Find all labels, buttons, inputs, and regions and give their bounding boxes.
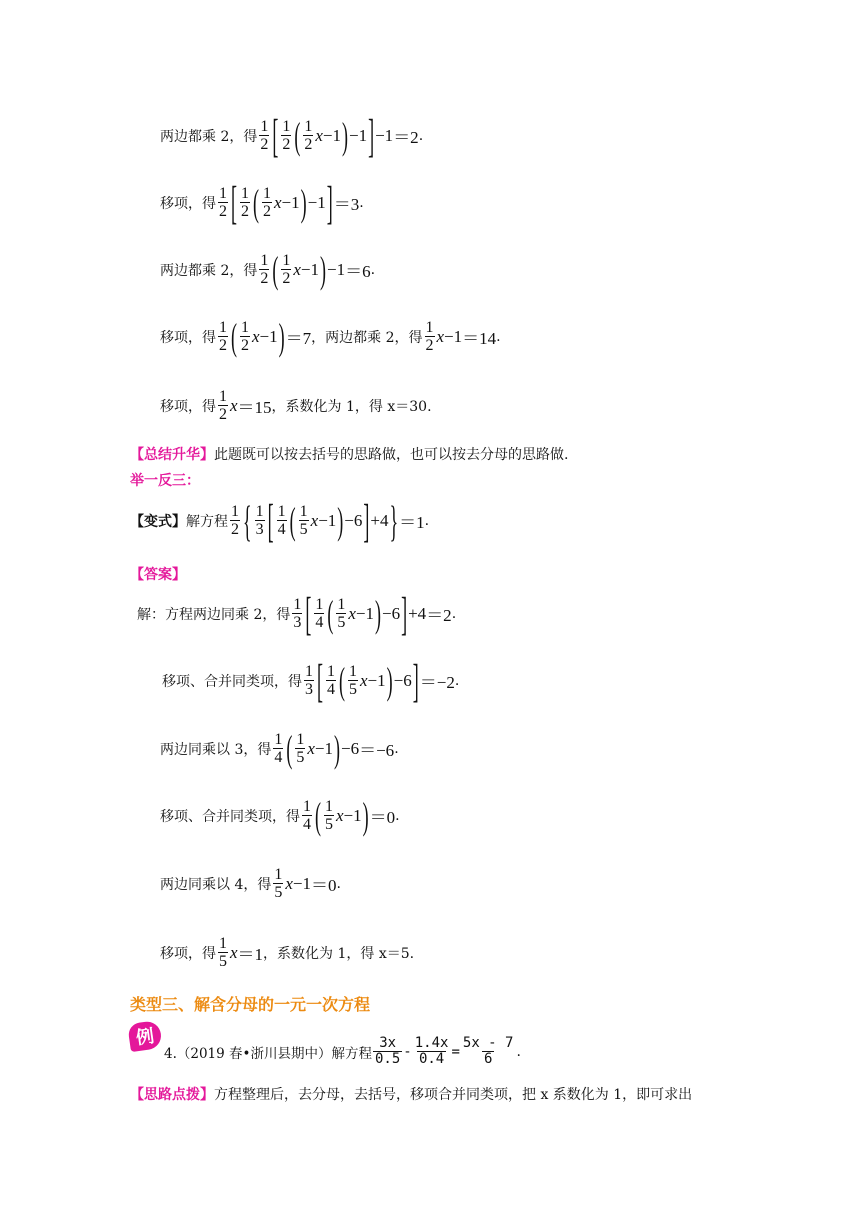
section-3-title: 类型三、解含分母的一元一次方程	[130, 995, 371, 1014]
step-text-mid: ，两边都乘 2，得	[311, 329, 423, 346]
step-line-1: 两边都乘 2，得 $\frac{1}{2}$ [ $\frac{1}{2}$ ( $\frac{1}{2}$ x −1 ) −1 ] −1 ＝2 .	[160, 109, 424, 162]
step-line-3: 两边都乘 2，得 $\frac{1}{2}$ ( $\frac{1}{2}$ x −1 ) −1 ＝6 .	[160, 248, 376, 291]
equation: $\frac{1}{2}$ { $\frac{1}{3}$ [ $\frac{1}{4}$ ( $\frac{1}{5}$ x −1 ) −6 ] +4 } ＝1	[231, 494, 425, 547]
variant-text: 解方程	[186, 513, 228, 530]
equation: $\frac{1}{2}$ [ $\frac{1}{2}$ ( $\frac{1}{2}$ x −1 ) −1 ] ＝3	[219, 176, 360, 229]
step-text: 移项，得	[160, 195, 216, 212]
variant-line: 【变式】 解方程 $\frac{1}{2}$ { $\frac{1}{3}$ [ $\frac{1}{4}$ ( $\frac{1}{5}$ x −1 ) −6 ] +4 } ＝1 .	[130, 494, 430, 547]
step-line-2: 移项，得 $\frac{1}{2}$ [ $\frac{1}{2}$ ( $\frac{1}{2}$ x −1 ) −1 ] ＝3 .	[160, 176, 364, 229]
answer-step-5: 两边同乘以 4，得 $\frac{1}{5}$ x −1 ＝0 .	[160, 866, 341, 901]
equation: $\frac{1}{5}$ x ＝1	[219, 935, 264, 970]
example-source: 4.（2019 春•浙川县期中）解方程	[164, 1045, 372, 1062]
summary-text: 此题既可以按去括号的思路做，也可以按去分母的思路做.	[214, 447, 569, 463]
hint-label: 【思路点拨】	[130, 1087, 214, 1103]
equation: $\frac{1}{3}$ [ $\frac{1}{4}$ ( $\frac{1}{5}$ x −1 ) −6 ] ＝−2	[305, 654, 455, 707]
variant-label: 【变式】	[130, 513, 186, 530]
example-fraction-2: $\frac{1.4x}{0.4}$	[414, 1035, 449, 1067]
summary-line	[130, 444, 568, 464]
step-text: 两边同乘以 3，得	[160, 741, 272, 758]
answer-step-3: 两边同乘以 3，得 $\frac{1}{4}$ ( $\frac{1}{5}$ x −1 ) −6 ＝−6 .	[160, 727, 399, 770]
equation: $\frac{1}{2}$ ( $\frac{1}{2}$ x −1 ) ＝7	[219, 315, 312, 358]
equation: $\frac{1}{4}$ ( $\frac{1}{5}$ x −1 ) ＝0	[303, 794, 396, 837]
step-text: 解：方程两边同乘 2，得	[137, 606, 291, 623]
step-text: 两边都乘 2，得	[160, 128, 258, 145]
hint-line	[130, 1084, 692, 1104]
hint-text: 方程整理后，去分母，去括号，移项合并同类项，把 x 系数化为 1，即可求出	[214, 1087, 693, 1103]
answer-step-2: 移项、合并同类项，得 $\frac{1}{3}$ [ $\frac{1}{4}$ ( $\frac{1}{5}$ x −1 ) −6 ] ＝−2 .	[162, 654, 460, 707]
step-text: 移项，得	[160, 398, 216, 415]
step-text: 两边都乘 2，得	[160, 262, 258, 279]
equation: $\frac{1}{2}$ x ＝15	[219, 388, 272, 423]
equation: $\frac{1}{2}$ x −1 ＝14	[425, 319, 497, 354]
practice-heading: 举一反三：	[130, 473, 200, 489]
step-text-after: ，系数化为 1，得 x＝30.	[271, 398, 432, 415]
answer-label: 【答案】	[130, 567, 186, 583]
answer-step-4: 移项、合并同类项，得 $\frac{1}{4}$ ( $\frac{1}{5}$ x −1 ) ＝0 .	[160, 794, 400, 837]
answer-step-1: 解：方程两边同乘 2，得 $\frac{1}{3}$ [ $\frac{1}{4}$ ( $\frac{1}{5}$ x −1 ) −6 ] +4 ＝2 .	[137, 587, 457, 640]
step-text: 移项，得	[160, 329, 216, 346]
equation: $\frac{1}{2}$ [ $\frac{1}{2}$ ( $\frac{1}{2}$ x −1 ) −1 ] −1 ＝2	[260, 109, 419, 162]
equation: $\frac{1}{2}$ ( $\frac{1}{2}$ x −1 ) −1 ＝6	[260, 248, 371, 291]
step-line-4: 移项，得 $\frac{1}{2}$ ( $\frac{1}{2}$ x −1 ) ＝7 ，两边都乘 2，得 $\frac{1}{2}$ x −1 ＝14 .	[160, 315, 501, 358]
equation: $\frac{1}{5}$ x −1 ＝0	[274, 866, 337, 901]
answer-step-6	[160, 935, 414, 970]
summary-label: 【总结升华】	[130, 447, 214, 463]
equation: $\frac{1}{3}$ [ $\frac{1}{4}$ ( $\frac{1}{5}$ x −1 ) −6 ] +4 ＝2	[293, 587, 452, 640]
example-fraction-3: $\frac{5x - 7}{6}$	[462, 1035, 514, 1067]
step-text: 移项、合并同类项，得	[162, 673, 302, 690]
equation: $\frac{1}{4}$ ( $\frac{1}{5}$ x −1 ) −6 ＝−6	[274, 727, 395, 770]
step-text: 移项、合并同类项，得	[160, 808, 300, 825]
step-text: 两边同乘以 4，得	[160, 876, 272, 893]
example-badge: 例	[127, 1020, 163, 1052]
step-text: 移项，得	[160, 945, 216, 962]
step-line-5	[160, 388, 432, 423]
example-fraction-1: $\frac{3x}{0.5}$	[375, 1035, 401, 1067]
example-line: 4.（2019 春•浙川县期中）解方程 $\frac{3x}{0.5}$ - $\frac{1.4x}{0.4}$ = $\frac{5x - 7}{6}$ .	[164, 1035, 521, 1067]
step-text-after: ，系数化为 1，得 x＝5.	[263, 945, 415, 962]
